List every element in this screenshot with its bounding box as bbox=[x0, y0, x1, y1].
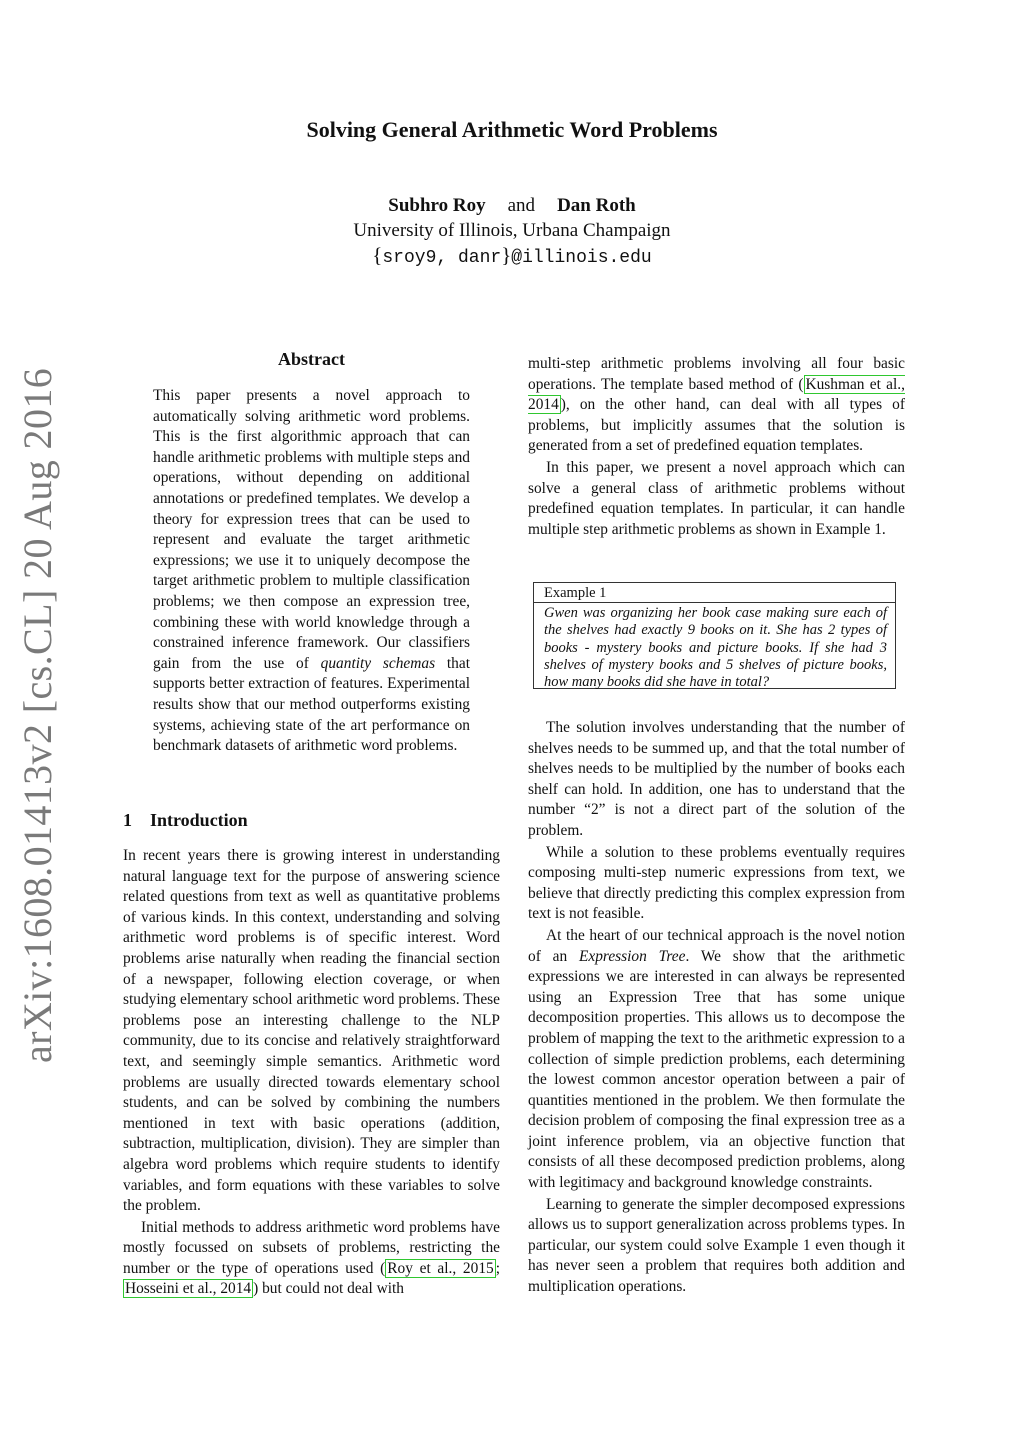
section-heading-introduction bbox=[123, 810, 248, 831]
author-name-2: Dan Roth bbox=[557, 195, 636, 216]
intro-paragraph-1: In recent years there is growing interest in understanding natural language text for the purpose of answering science related questions from text as well as quantitative problems of various kinds. In this context, understanding and solving arithmetic word problems is of specific interest. Word problems arise naturally when reading the financial section of a newspaper, following election coverage, or when studying elementary school arithmetic word problems. These problems pose an interesting challenge to the NLP community, due to its concise and relatively straightforward text, and seemingly simple semantics. Arithmetic word problems are usually directed towards elementary school students, and can be solved by combining the numbers mentioned in text with basic operations (addition, subtraction, multiplication, division). They are simpler than algebra word problems which require students to identify variables, and form equations with these variables to solve the problem. bbox=[123, 847, 500, 1215]
arxiv-identifier: arXiv:1608.01413v2 [cs.CL] 20 Aug 2016 bbox=[15, 367, 60, 1063]
email-names: sroy9, danr bbox=[382, 248, 502, 268]
left-column-body bbox=[123, 846, 500, 1300]
right-p1-text-b: ), on the other hand, can deal with all types of problems, but implicitly assumes that the solution is generated from a set of predefined equation templates. bbox=[528, 396, 905, 455]
citation-separator: ; bbox=[495, 1259, 500, 1277]
example-text: Gwen was organizing her book case making sure each of the shelves had exactly 9 books on it. She has 2 types of books - mystery books and picture books. If she had 3 shelves of mystery books and 5 shelves of picture books, how many books did she have in total? bbox=[544, 605, 887, 691]
author-joiner: and bbox=[507, 195, 536, 216]
email-domain: @illinois.edu bbox=[511, 248, 652, 268]
right-paragraph-2: In this paper, we present a novel approach which can solve a general class of arithmetic problems without predefined equation templates. In particular, it can handle multiple step arithmetic problems as shown in Example 1. bbox=[528, 458, 905, 538]
abstract-text bbox=[153, 386, 470, 757]
citation-link[interactable]: Kushman et al., 2014 bbox=[528, 375, 905, 414]
right-paragraph-4: While a solution to these problems eventually requires composing multi-step numeric expressions from text, we believe that directly predicting this complex expression from text is not feasible. bbox=[528, 843, 905, 923]
example-box bbox=[533, 582, 896, 689]
right-p1-text-a: multi-step arithmetic problems involving all four basic operations. The template based method of ( bbox=[528, 355, 905, 393]
intro-p2-text-a: Initial methods to address arithmetic word problems have mostly focussed on subsets of problems, restricting the number or the type of operations used ( bbox=[123, 1218, 500, 1277]
abstract-emphasis: quantity schemas bbox=[320, 654, 436, 672]
right-p5-emphasis: Expression Tree bbox=[579, 947, 686, 965]
intro-paragraph-2 bbox=[123, 1218, 500, 1300]
author-block bbox=[0, 193, 1024, 271]
right-column-top bbox=[528, 354, 905, 540]
abstract-paragraph bbox=[153, 386, 470, 757]
section-title: Introduction bbox=[150, 810, 248, 830]
right-paragraph-6: Learning to generate the simpler decomposed expressions allows us to support generalization across problems types. In particular, our system could solve Example 1 even though it has never seen a problem that requires both addition and multiplication operations. bbox=[528, 1195, 905, 1296]
example-label: Example 1 bbox=[534, 583, 895, 603]
right-paragraph-5 bbox=[528, 926, 905, 1194]
author-name-1: Subhro Roy bbox=[388, 195, 486, 216]
right-column-body bbox=[528, 718, 905, 1298]
abstract-heading: Abstract bbox=[278, 349, 345, 369]
citation-link[interactable]: Roy et al., 2015 bbox=[387, 1259, 494, 1277]
right-p5-text-b: . We show that the arithmetic expressions we are interested in can always be represented using an Expression Tree that has some unique decomposition properties. This allows us to decompose the problem of mapping the text to the arithmetic expression to a collection of simple prediction problems, each determining the lowest common ancestor operation between a pair of quantities mentioned in the problem. We then formulate the decision problem of composing the final expression tree as a joint inference problem, via an objective function that consists of all these decomposed prediction problems, along with legitimacy and background knowledge constraints. bbox=[528, 947, 905, 1192]
paper-title: Solving General Arithmetic Word Problems bbox=[306, 117, 718, 142]
right-paragraph-1 bbox=[528, 354, 905, 457]
intro-p2-text-b: ) but could not deal with bbox=[253, 1280, 404, 1298]
abstract-text-a: This paper presents a novel approach to automatically solving arithmetic word problems. This is the first algorithmic approach that can handle arithmetic problems with multiple steps and operations, without depending on additional annotations or predefined templates. We develop a theory for expression trees that can be used to represent and evaluate the target arithmetic expressions; we use it to uniquely decompose the target arithmetic problem to multiple classification problems; we then compose an expression tree, combining these with world knowledge through a constrained inference framework. Our classifiers gain from the use of bbox=[153, 387, 470, 672]
right-paragraph-3: The solution involves understanding that the number of shelves needs to be summed up, and that the total number of shelves needs to be multiplied by the number of books each shelf can hold. In addition, one has to understand that the number “2” is not a direct part of the solution of the problem. bbox=[528, 719, 905, 839]
email-line bbox=[0, 243, 1024, 271]
email-brace-close: } bbox=[501, 243, 512, 267]
section-number: 1 bbox=[123, 810, 132, 830]
abstract-text-b: that supports better extraction of features. Experimental results show that our method outperforms existing systems, achieving state of the art performance on benchmark datasets of arithmetic word problems. bbox=[153, 654, 470, 755]
author-line bbox=[0, 193, 1024, 218]
email-brace-open: { bbox=[372, 243, 383, 267]
citation-link[interactable]: Hosseini et al., 2014 bbox=[125, 1280, 252, 1298]
affiliation: University of Illinois, Urbana Champaign bbox=[353, 220, 671, 241]
right-p5-text-a: At the heart of our technical approach is the novel notion of an bbox=[528, 926, 905, 965]
